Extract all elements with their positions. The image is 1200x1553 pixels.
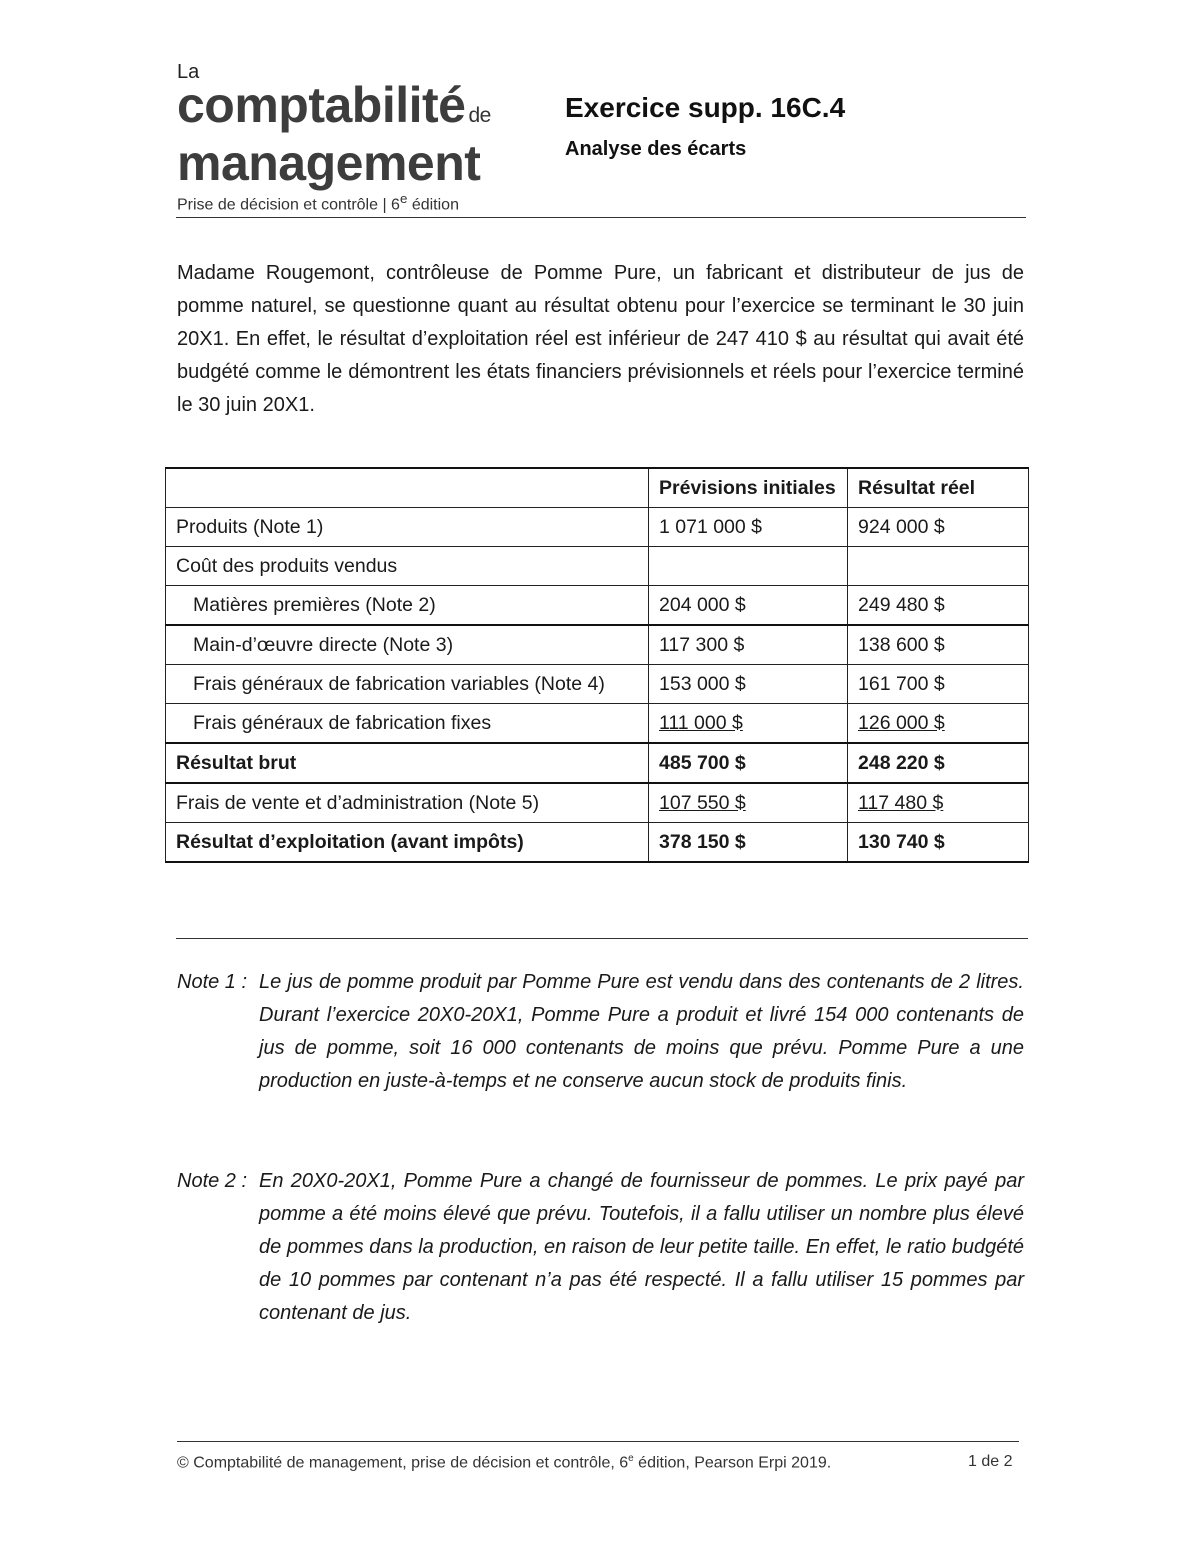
note-2-text: En 20X0-20X1, Pomme Pure a changé de fournisseur de pommes. Le prix payé par pomme a été moins élevé que prévu. Toutefois, il a fallu utiliser un nombre plus élevé de pommes dans la production, en raison de leur petite taille. En effet, le ratio budgété de 10 pommes par contenant n’a pas été respecté. Il a fallu utiliser 15 pommes par contenant de jus. <box>259 1170 1024 1324</box>
table-header-label <box>166 468 649 508</box>
row-label: Frais généraux de fabrication fixes <box>166 704 649 744</box>
row-actual: 924 000 $ <box>848 508 1029 547</box>
table-row-total <box>166 743 1029 783</box>
row-budget <box>649 783 848 823</box>
row-budget <box>649 547 848 586</box>
row-budget: 204 000 $ <box>649 586 848 626</box>
row-label: Coût des produits vendus <box>166 547 649 586</box>
row-label: Matières premières (Note 2) <box>166 586 649 626</box>
row-label: Main-d’œuvre directe (Note 3) <box>166 625 649 665</box>
table-row <box>166 783 1029 823</box>
row-budget: 117 300 $ <box>649 625 848 665</box>
row-budget: 378 150 $ <box>649 823 848 863</box>
logo-comptabilite: comptabilité <box>177 77 466 133</box>
notes-divider <box>176 938 1028 939</box>
table-row-total <box>166 823 1029 863</box>
row-budget: 485 700 $ <box>649 743 848 783</box>
logo-subtitle-sup: e <box>399 191 408 206</box>
note-1 <box>177 966 1024 1098</box>
table-row <box>166 547 1029 586</box>
logo-line-1 <box>177 77 537 139</box>
row-actual <box>848 783 1029 823</box>
row-actual-value: 117 480 $ <box>858 791 944 814</box>
row-label: Résultat brut <box>166 743 649 783</box>
financial-statement-table <box>165 467 1029 863</box>
row-budget-value: 107 550 $ <box>659 791 746 814</box>
row-budget: 1 071 000 $ <box>649 508 848 547</box>
exercise-title: Exercice supp. 16C.4 <box>565 92 846 123</box>
row-label: Frais de vente et d’administration (Note 5) <box>166 783 649 823</box>
row-actual-value: 126 000 $ <box>858 711 945 734</box>
note-1-label: Note 1 : <box>177 971 248 993</box>
exercise-subtitle: Analyse des écarts <box>565 138 747 160</box>
row-label: Produits (Note 1) <box>166 508 649 547</box>
logo-subtitle-prefix: Prise de décision et contrôle | 6 <box>177 196 400 214</box>
logo-de: de <box>468 104 491 127</box>
row-label: Résultat d’exploitation (avant impôts) <box>166 823 649 863</box>
row-budget <box>649 704 848 744</box>
table-row <box>166 704 1029 744</box>
logo-subtitle-suffix: édition <box>407 196 459 214</box>
row-budget-value: 111 000 $ <box>659 711 743 734</box>
row-actual <box>848 704 1029 744</box>
logo-la: La <box>177 61 200 83</box>
row-actual: 130 740 $ <box>848 823 1029 863</box>
page-number: 1 de 2 <box>968 1453 1013 1470</box>
note-2 <box>177 1165 1024 1330</box>
row-actual: 248 220 $ <box>848 743 1029 783</box>
footer-copyright <box>177 1453 831 1472</box>
footer-divider <box>177 1441 1019 1442</box>
footer-copyright-suffix: édition, Pearson Erpi 2019. <box>633 1454 832 1472</box>
table-header-row <box>166 468 1029 508</box>
row-actual: 161 700 $ <box>848 665 1029 704</box>
footer-copyright-sup: e <box>628 1453 634 1464</box>
logo-management: management <box>177 135 481 191</box>
note-1-text: Le jus de pomme produit par Pomme Pure est vendu dans des contenants de 2 litres. Durant l’exercice 20X0-20X1, Pomme Pure a produit et livré 154 000 contenants de jus de pomme, soit 16 000 contenants de moins que prévu. Pomme Pure a une production en juste-à-temps et ne conserve aucun stock de produits finis. <box>259 971 1024 1092</box>
table-header-budget: Prévisions initiales <box>649 468 848 508</box>
table-row <box>166 586 1029 626</box>
note-2-label: Note 2 : <box>177 1170 248 1192</box>
table-row <box>166 625 1029 665</box>
row-label: Frais généraux de fabrication variables (Note 4) <box>166 665 649 704</box>
row-actual: 138 600 $ <box>848 625 1029 665</box>
row-budget: 153 000 $ <box>649 665 848 704</box>
book-logo <box>177 62 537 214</box>
footer-copyright-prefix: © Comptabilité de management, prise de décision et contrôle, 6 <box>177 1454 629 1472</box>
table-row <box>166 508 1029 547</box>
header-divider <box>176 217 1026 218</box>
table-header-actual: Résultat réel <box>848 468 1029 508</box>
intro-paragraph: Madame Rougemont, contrôleuse de Pomme Pure, un fabricant et distributeur de jus de pomme naturel, se questionne quant au résultat obtenu pour l’exercice se terminant le 30 juin 20X1. En effet, le résultat d’exploitation réel est inférieur de 247 410 $ au résultat qui avait été budgété comme le démontrent les états financiers prévisionnels et réels pour l’exercice terminé le 30 juin 20X1. <box>177 262 1024 416</box>
row-actual <box>848 547 1029 586</box>
row-actual: 249 480 $ <box>848 586 1029 626</box>
logo-subtitle <box>177 191 537 214</box>
table-row <box>166 665 1029 704</box>
